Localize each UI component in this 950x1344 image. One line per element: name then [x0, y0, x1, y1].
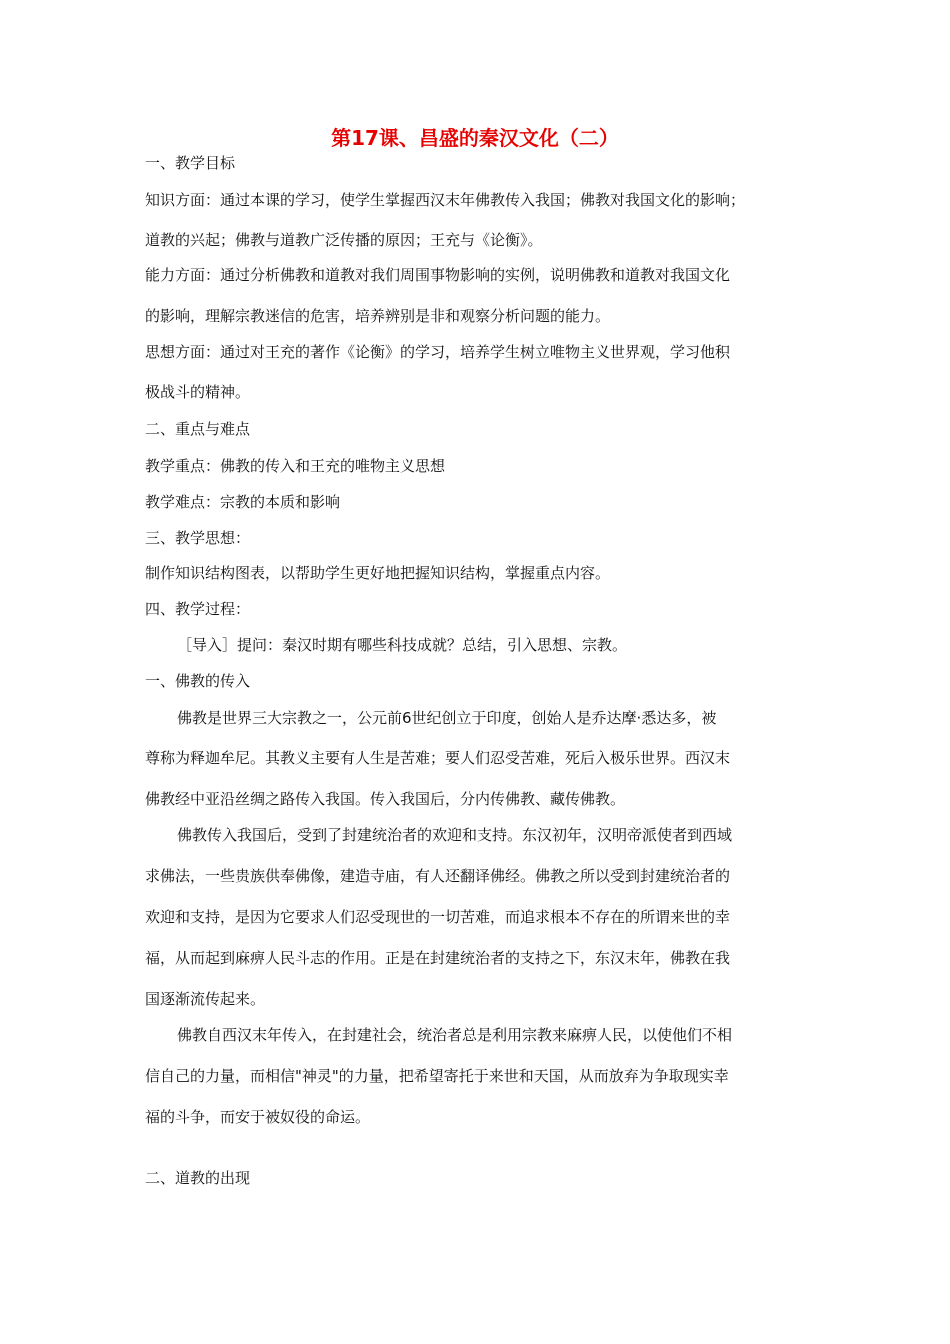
section-heading-key-points: 二、重点与难点 — [145, 420, 251, 438]
paragraph-line: 尊称为释迦牟尼。其教义主要有人生是苦难；要人们忍受苦难，死后入极乐世界。西汉末 — [145, 749, 731, 767]
paragraph-line: 能力方面：通过分析佛教和道教对我们周围事物影响的实例，说明佛教和道教对我国文化 — [145, 266, 731, 284]
paragraph-line: 知识方面：通过本课的学习，使学生掌握西汉末年佛教传入我国；佛教对我国文化的影响； — [145, 191, 746, 209]
paragraph-line: 教学重点：佛教的传入和王充的唯物主义思想 — [145, 457, 446, 475]
paragraph-line: 信自己的力量，而相信"神灵"的力量，把希望寄托于来世和天国，从而放弃为争取现实幸 — [145, 1067, 729, 1085]
paragraph-line: 欢迎和支持，是因为它要求人们忍受现世的一切苦难，而追求根本不存在的所谓来世的幸 — [145, 908, 731, 926]
paragraph-line: 道教的兴起；佛教与道教广泛传播的原因；王充与《论衡》。 — [145, 231, 543, 249]
paragraph-line: 佛教经中亚沿丝绸之路传入我国。传入我国后，分内传佛教、藏传佛教。 — [145, 790, 626, 808]
section-heading-objectives: 一、教学目标 — [145, 154, 236, 172]
paragraph-line: 佛教是世界三大宗教之一，公元前6世纪创立于印度，创始人是乔达摩·悉达多，被 — [177, 709, 717, 727]
paragraph-line: 思想方面：通过对王充的著作《论衡》的学习，培养学生树立唯物主义世界观，学习他积 — [145, 343, 731, 361]
section-heading-taoism: 二、道教的出现 — [145, 1169, 251, 1187]
paragraph-line: 佛教传入我国后，受到了封建统治者的欢迎和支持。东汉初年，汉明帝派使者到西域 — [177, 826, 733, 844]
paragraph-line: 福的斗争，而安于被奴役的命运。 — [145, 1108, 371, 1126]
paragraph-line: 的影响，理解宗教迷信的危害，培养辨别是非和观察分析问题的能力。 — [145, 307, 611, 325]
paragraph-line: ［导入］提问：秦汉时期有哪些科技成就？总结，引入思想、宗教。 — [177, 636, 628, 654]
section-heading-teaching-idea: 三、教学思想： — [145, 529, 251, 547]
section-heading-process: 四、教学过程： — [145, 600, 251, 618]
paragraph-line: 制作知识结构图表，以帮助学生更好地把握知识结构，掌握重点内容。 — [145, 564, 611, 582]
paragraph-line: 国逐渐流传起来。 — [145, 990, 266, 1008]
section-heading-buddhism: 一、佛教的传入 — [145, 672, 251, 690]
paragraph-line: 求佛法，一些贵族供奉佛像，建造寺庙，有人还翻译佛经。佛教之所以受到封建统治者的 — [145, 867, 731, 885]
paragraph-line: 福，从而起到麻痹人民斗志的作用。正是在封建统治者的支持之下，东汉末年，佛教在我 — [145, 949, 731, 967]
document-title: 第17课、昌盛的秦汉文化（二） — [331, 126, 619, 150]
paragraph-line: 极战斗的精神。 — [145, 383, 251, 401]
paragraph-line: 佛教自西汉末年传入，在封建社会，统治者总是利用宗教来麻痹人民，以使他们不相 — [177, 1026, 733, 1044]
paragraph-line: 教学难点：宗教的本质和影响 — [145, 493, 341, 511]
